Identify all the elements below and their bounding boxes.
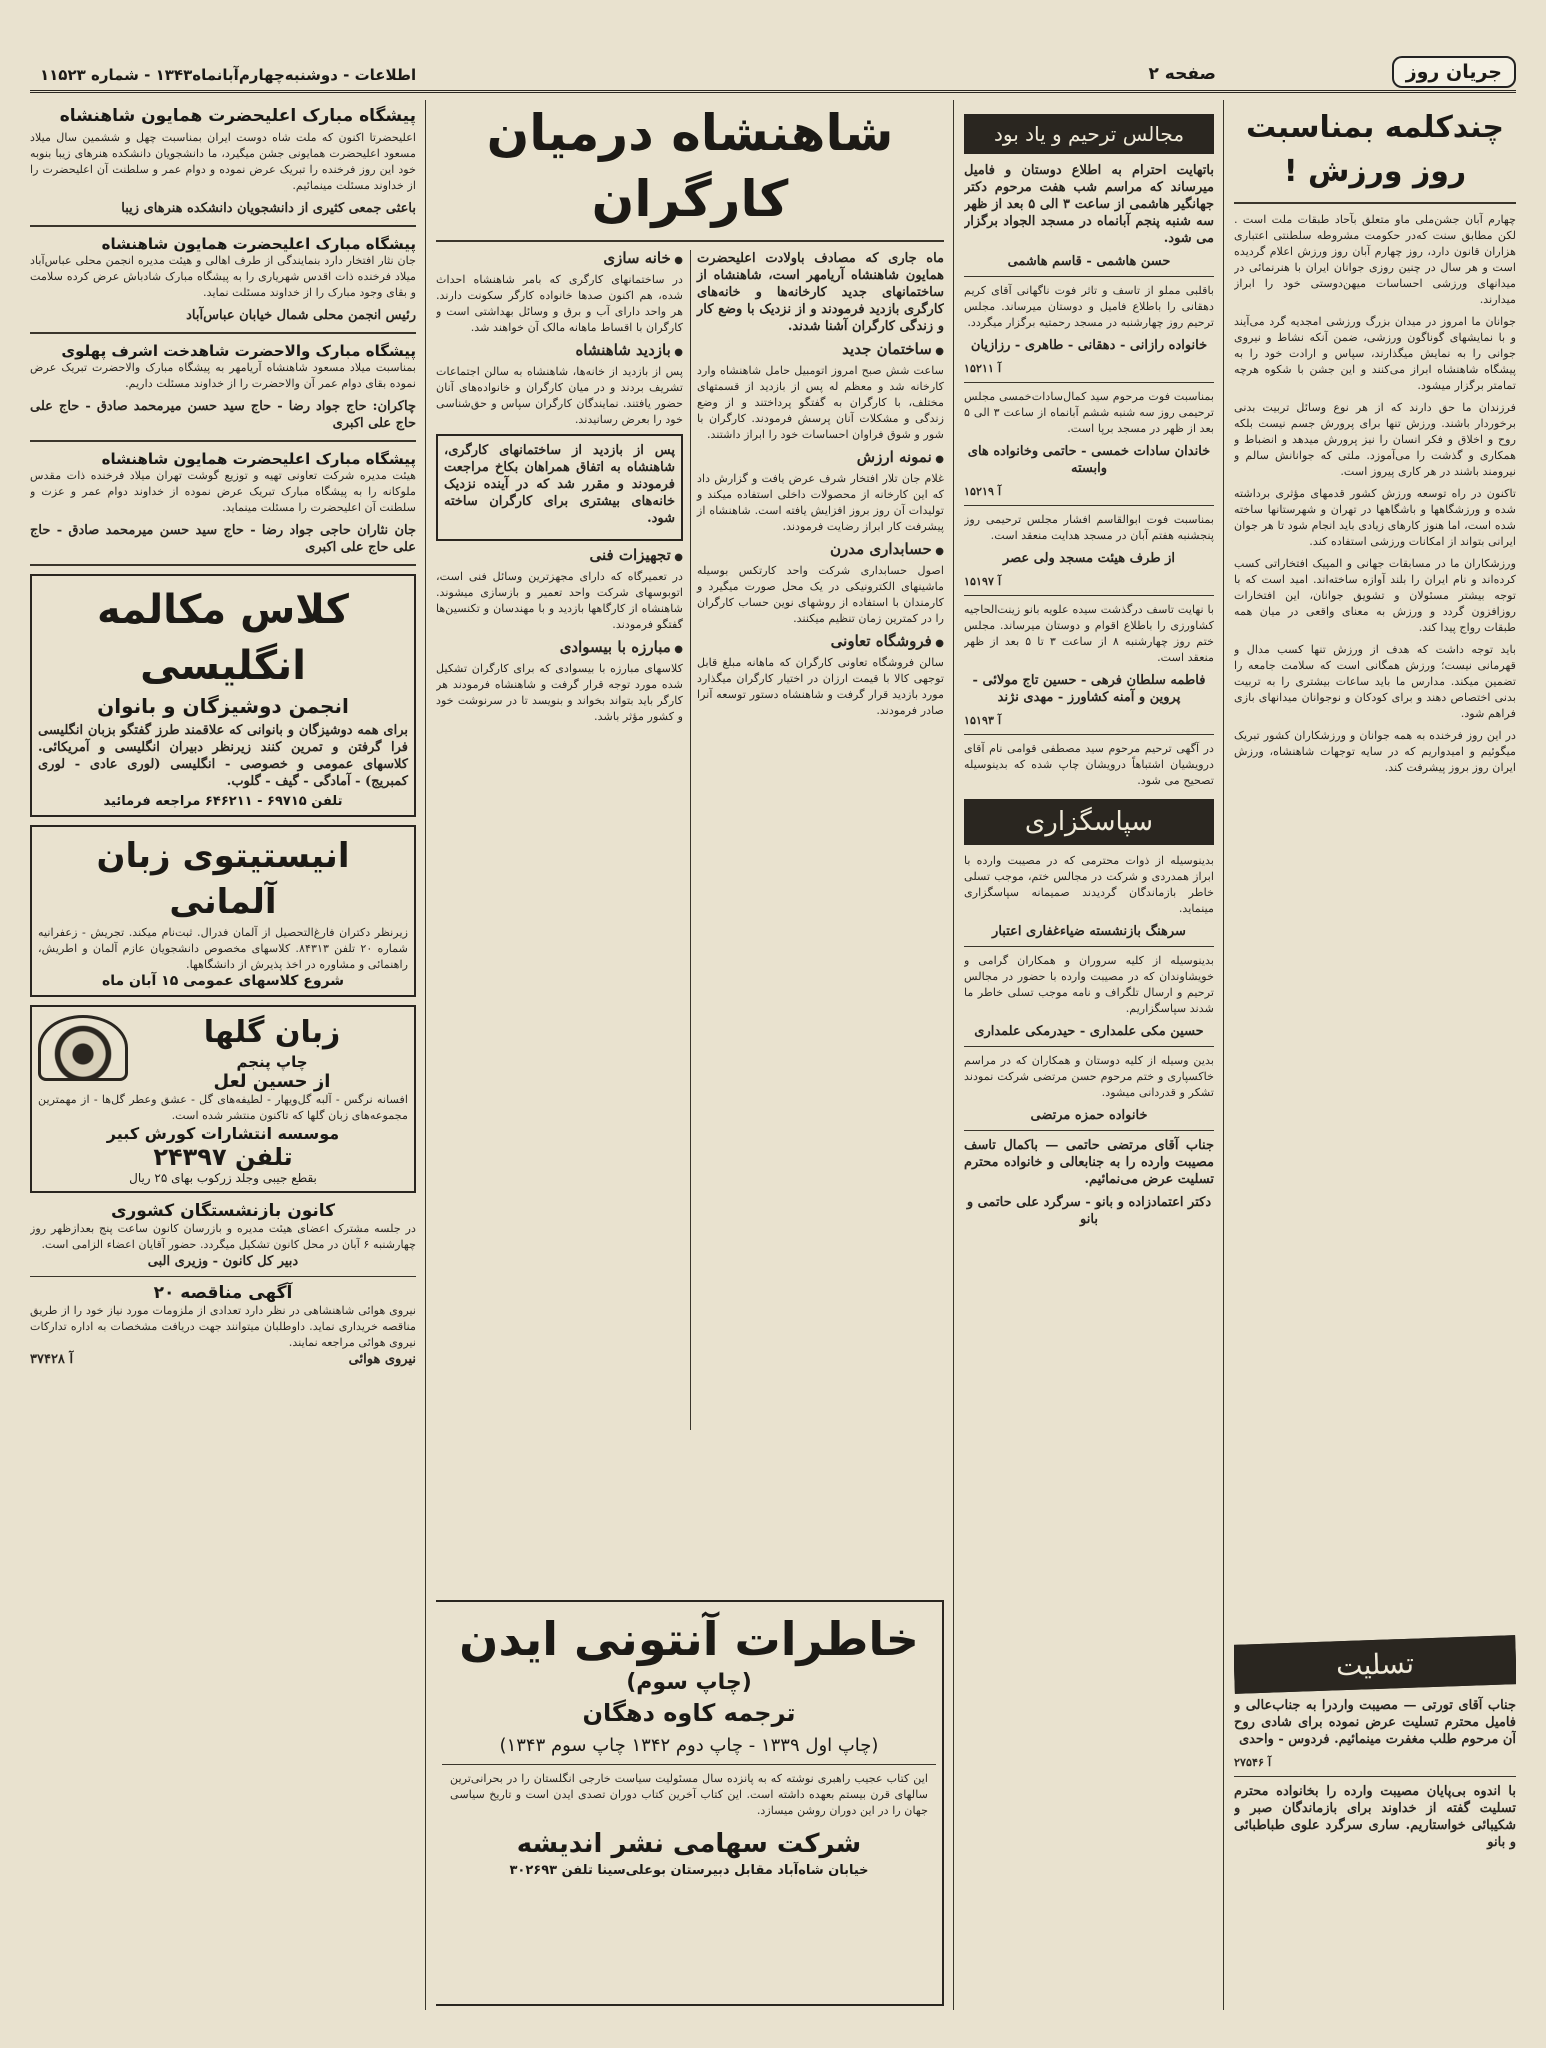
- section-heading: ● تجهیزات فنی: [436, 547, 683, 566]
- memorial-title: مجالس ترحیم و یاد بود: [964, 114, 1214, 154]
- book-sub: چاپ پنجم: [236, 1053, 308, 1071]
- class-text: برای همه دوشیزگان و بانوانی که علاقمند طرز گفتگو بزبان انگلیسی فرا گرفتن و تمرین کنند زیرنظر دبیران انگلیسی و آمریکائی. کلاسهای عمومی و خصوصی - انگلیسی (لوری عادی - لوری کمبریج) - آمادگی - گیف - گلوب.: [38, 723, 408, 789]
- english-class-ad: [30, 574, 416, 817]
- german-institute-ad: [30, 825, 416, 997]
- paper-info: اطلاعات - دوشنبه‌چهارم‌آبانماه۱۳۴۳ - شماره ۱۱۵۲۳: [40, 66, 417, 84]
- retirees-notice: [30, 1201, 416, 1270]
- notice-title: پیشگاه مبارک اعلیحضرت همایون شاهنشاه: [101, 235, 416, 253]
- institute-title: انیستیتوی زبان آلمانی: [96, 836, 350, 922]
- ads-column: [30, 100, 416, 2010]
- book-text: افسانه نرگس - آلبه گل‌ویهار - لطیفه‌های گل - عشق وعطر گل‌ها - از مهمترین مجموعه‌های زبان گلها که تاکنون منتشر شده است.: [38, 1093, 408, 1122]
- notice-text: باقلبی مملو از تاسف و تاثر فوت ناگهانی آقای کریم دهقانی را باطلاع فامیل و دوستان میرساند. مجلس ترحیم روز چهارشنبه در مسجد رحمتیه برگزار میگردد.: [964, 284, 1214, 329]
- thanks-sign: سرهنگ بازنشسته ضیاءغفاری اعتبار: [992, 924, 1186, 939]
- notice-title: پیشگاه مبارک والاحضرت شاهدخت اشرف پهلوی: [61, 342, 416, 360]
- section-heading: ● فروشگاه تعاونی: [697, 633, 944, 652]
- tender-title: آگهی مناقصه ۲۰: [153, 1283, 293, 1303]
- paragraph: جوانان ما امروز در میدان بزرگ ورزشی امجدیه گرد می‌آیند و با نمایشهای گوناگون ورزشی، ضمن آنکه نشاط و نیروی جوانی را به نمایش میگذارند، سپاس و ارادت خود را به پیشگاه شاهنشاه ابراز می‌کنند و این جشن با شکوه هرچه تمامتر برگزار میشود.: [1234, 315, 1516, 392]
- tender-text: نیروی هوائی شاهنشاهی در نظر دارد تعدادی از ملزومات مورد نیاز خود را از طریق مناقصه خریداری نماید. داوطلبان میتوانند جهت دریافت مشخصات به اداره تدارکات نیروی هوائی مراجعه نمایند.: [30, 1304, 416, 1349]
- notice-text: در آگهی ترحیم مرحوم سید مصطفی قوامی نام آقای درویشیان اشتباهاً درویشان چاپ شده که بدینوسیله تصحیح می شود.: [964, 742, 1214, 787]
- section-text: کلاسهای مبارزه با بیسوادی که برای کارگران تشکیل شده مورد توجه قرار گرفت و شاهنشاه فرمودند هر کارگر باید بتواند بخواند و بنویسد تا در سرنوشت خود و کشور مؤثر باشد.: [436, 662, 683, 723]
- notice-sign: خانواده رازانی - دهقانی - طاهری - رزازیان: [970, 338, 1208, 353]
- book-phone: تلفن ۲۴۳۹۷: [153, 1143, 293, 1171]
- class-title: کلاس مکالمه انگلیسی: [97, 587, 349, 689]
- paragraph: فرزندان ما حق دارند که از هر نوع وسائل تربیت بدنی برخوردار باشند. ورزش تنها برای پرورش جسم نیست بلکه روح و اخلاق و فکر انسان را نیز پرورش میدهد و انضباط و همکاری و گذشت را می‌آموزد. ملتی که جوانانش سالم و نیرومند باشند در هر کاری پیروز است.: [1234, 401, 1516, 478]
- thanks-text: بدینوسیله از کلیه سروران و همکاران گرامی و خویشاوندان که در مصیبت وارده با حضور در مجالس ترحیم و ارسال تلگراف و نامه موجب تسلی خاطر ما شدند سپاسگزاریم.: [964, 954, 1214, 1015]
- book-ad-eden: [436, 1600, 944, 2006]
- article-lead: ماه جاری که مصادف باولادت اعلیحضرت همایون شاهنشاه آریامهر است، شاهنشاه از ساختمانهای جدید کارخانه‌ها و خانه‌های کارگری بازدید فرمودند و از نزدیک با وضع کار و زندگی کارگران آشنا شدند.: [697, 251, 944, 334]
- thanks-text: جناب آقای مرتضی حاتمی — باکمال تاسف مصیبت وارده را به جنابعالی و خانواده محترم تسلیت عرض می‌نمائیم.: [964, 1138, 1214, 1187]
- notice-sign: رئیس انجمن محلی شمال خیابان عباس‌آباد: [186, 308, 416, 323]
- notice-text: جان نثار افتخار دارد بنمایندگی از طرف اهالی و هیئت مدیره انجمن محلی عباس‌آباد میلاد فرخنده ذات اقدس شهریاری را به پیشگاه مبارک شادباش عرض کرده سلامت و بقای وجود مبارک را از خداوند مسئلت نماید.: [30, 254, 416, 299]
- ad-code: آ ۲۷۵۴۶: [1234, 1755, 1272, 1769]
- section-text: سالن فروشگاه تعاونی کارگران که ماهانه مبلغ قابل توجهی کالا با قیمت ارزان در اختیار کارگران میگذارد مورد بازدید قرار گرفت و شاهنشاه دستور توسعه آنرا صادر فرمودند.: [697, 656, 944, 717]
- tender-sign: نیروی هوائی: [348, 1352, 416, 1367]
- section-heading: ● ساختمان جدید: [697, 341, 944, 360]
- book-author: از حسین لعل: [213, 1071, 331, 1092]
- class-sub: انجمن دوشیزگان و بانوان: [97, 694, 349, 718]
- condolence-title: تسلیت: [1234, 1635, 1516, 1694]
- editorial-body: [1234, 212, 1516, 776]
- book-price: بقطع جیبی وجلد زرکوب بهای ۲۵ ریال: [129, 1171, 317, 1185]
- notice-text: بمناسبت میلاد مسعود شاهنشاه آریامهر به پیشگاه مبارک والاحضرت تبریک عرض نموده بقای دوام عمر آن والاحضرت را از خداوند مسئلت داریم.: [30, 361, 416, 390]
- retire-text: در جلسه مشترک اعضای هیئت مدیره و بازرسان کانون ساعت پنج بعدازظهر روز چهارشنبه ۶ آبان در محل کانون تشکیل میگردد. حضور آقایان اعضاء الزامی است.: [30, 1222, 416, 1251]
- ad-editions: (چاپ اول ۱۳۳۹ - چاپ دوم ۱۳۴۲ چاپ سوم ۱۳۴۳): [499, 1735, 879, 1756]
- article-box: [436, 434, 683, 541]
- condolence-block: [1234, 1640, 1516, 1857]
- column-rule: [953, 100, 954, 2010]
- section-heading: ● بازدید شاهنشاه: [436, 342, 683, 361]
- paragraph: تاکنون در راه توسعه ورزش کشور قدمهای مؤثری برداشته شده و ورزشگاهها و باشگاهها در تهران و شهرستانها ساخته شده است، اما هنوز کارهای زیادی باید انجام شود تا هر جوان ایرانی بتواند از امکانات ورزشی استفاده کند.: [1234, 487, 1516, 548]
- thanks-sign: خانواده حمزه مرتضی: [1030, 1108, 1148, 1123]
- notice-text: بمناسبت فوت ابوالقاسم افشار مجلس ترحیمی روز پنجشنبه هفتم آبان در مسجد هدایت منعقد است.: [964, 513, 1214, 542]
- editorial-column: [1234, 100, 1516, 2010]
- section-heading: ● حسابداری مدرن: [697, 541, 944, 560]
- thanks-sign: حسین مکی علمداری - حیدرمکی علمداری: [974, 1024, 1204, 1039]
- paragraph: باید توجه داشت که هدف از ورزش تنها کسب مدال و قهرمانی نیست؛ ورزش همگانی است که سلامت جامعه را تضمین میکند. مدارس ما باید ساعات بیشتری را به تربیت بدنی اختصاص دهند و برای کودکان و نوجوانان میدانهای بازی فراهم شود.: [1234, 643, 1516, 720]
- section-text: در ساختمانهای کارگری که بامر شاهنشاه احداث شده، هم اکنون صدها خانواده کارگر سکونت دارند. هر واحد دارای آب و برق و وسائل بهداشتی است و کارگران با اقساط ماهانه مالک آن خواهند شد.: [436, 273, 683, 334]
- condolence-paragraph: جناب آقای تورتی — مصیبت واردرا به جناب‌عالی و فامیل محترم تسلیت عرض نموده برای شادی روح آن مرحوم طلب مغفرت مینمائیم. فردوس - واحدی: [1234, 1698, 1516, 1747]
- thanks-title: سپاسگزاری: [964, 799, 1214, 845]
- editorial-title: چندکلمه بمناسبت روز ورزش !: [1245, 110, 1505, 189]
- section-text: غلام جان تلار افتخار شرف عرض یافت و گزارش داد که این کارخانه از محصولات داخلی استفاده میکند و تولیدات آن روز بروز افزایش یافته است. شاهنشاه از پیشرفت کار ابراز رضایت فرمودند.: [697, 472, 944, 533]
- notice-sign: چاکران: حاج جواد رضا - حاج سید حسن میرمحمد صادق - حاج علی حاج علی اکبری: [30, 399, 416, 431]
- paragraph: چهارم آبان جشن‌ملی ماو متعلق بآحاد طبقات ملت است . لکن مطابق سنت که‌در حکومت مشروطه سلطنتی اعتباری هزاران قانون دارد، روز چهارم آبان روز ورزش اعلام گردیده است و هر سال در چنین روزی جوانان ایران با هنرنمائی در میدانهای ورزشی احساسات میهن‌دوستی خود را ابراز میدارند.: [1234, 213, 1516, 306]
- thanks-sign: دکتر اعتمادزاده و بانو - سرگرد علی حاتمی و بانو: [966, 1195, 1212, 1227]
- royal-text: اعلیحضرتا اکنون که ملت شاه دوست ایران بمناسبت چهل و ششمین سال میلاد مسعود اعلیحضرت همایونی جشن میگیرد، ما دانشجویان دانشکده هنرهای زیبا بنوبه خود این روز فرخنده را تبریک عرض نموده و دوام عمر و سلطنت آن اعلیحضرت را از خداوند مسئلت مینمائیم.: [30, 131, 416, 192]
- notice-title: پیشگاه مبارک اعلیحضرت همایون شاهنشاه: [101, 450, 416, 468]
- ad-code: آ ۱۵۲۱۹: [964, 484, 1002, 498]
- royal-title: پیشگاه مبارک اعلیحضرت همایون شاهنشاه: [59, 106, 416, 126]
- notice-sign: فاطمه سلطان فرهی - حسین تاج مولائی - پروین و آمنه کشاورز - مهدی نژند: [972, 673, 1206, 705]
- box-text: پس از بازدید از ساختمانهای کارگری، شاهنشاه به اتفاق همراهان بکاخ مراجعت فرمودند و مقرر شد که در آینده نزدیک خانه‌های بیشتری برای کارگران ساخته شود.: [444, 443, 675, 526]
- paragraph: ورزشکاران ما در مسابقات جهانی و المپیک افتخاراتی کسب کرده‌اند و نام ایران را بلند آوازه ساخته‌اند. امید است که با توجه بیشتر مسئولان و تشویق جوانان، این افتخارات روزافزون گردد و ورزش به معنای واقعی در میان همه طبقات رواج پیدا کند.: [1234, 557, 1516, 634]
- condolence-paragraph: با اندوه بی‌پایان مصیبت وارده را بخانواده محترم تسلیت گفته از خداوند برای بازماندگان صبر و شکیبائی خواستاریم. ساری سرگرد علوی طباطبائی و بانو: [1234, 1784, 1516, 1850]
- paragraph: در این روز فرخنده به همه جوانان و ورزشکاران کشور تبریک میگوئیم و امیدواریم که در سایه توجهات شاهنشاه، ورزش ایران روز بروز پیشرفت کند.: [1234, 729, 1516, 774]
- section-text: ساعت شش صبح امروز اتومبیل حامل شاهنشاه وارد کارخانه شد و معظم له پس از بازدید از قسمتهای مختلف، با کارگران به گفتگو پرداختند و از وضع زندگی و مشکلات آنان پرسش فرمودند. کارگران با شور و شوق فراوان احساسات خود را ابراز داشتند.: [697, 364, 944, 441]
- thanks-text: بدینوسیله از ذوات محترمی که در مصیبت وارده با ابراز همدردی و شرکت در مجالس ختم، موجب تسلی خاطر بازماندگان گردیدند صمیمانه سپاسگزاری مینماید.: [964, 854, 1214, 915]
- page-header: [30, 60, 1516, 93]
- notices-column: [964, 100, 1214, 2010]
- tender-notice: [30, 1283, 416, 1368]
- notice-sign: از طرف هیئت مسجد ولی عصر: [1002, 551, 1176, 566]
- page-label: صفحه ۲: [1148, 64, 1216, 84]
- column-rule: [425, 100, 426, 2010]
- ad-code: آ ۱۵۱۹۷: [964, 574, 1002, 588]
- section-text: پس از بازدید از خانه‌ها، شاهنشاه به سالن اجتماعات تشریف بردند و در میان کارگران و خانواده‌های آنان حضور یافتند. نمایندگان کارگران سپاس و حق‌شناسی خود را بعرض رسانیدند.: [436, 365, 683, 426]
- notice-text: با نهایت تاسف درگذشت سیده علویه بانو زینت‌الحاجیه کشاورزی را باطلاع اقوام و دوستان میرساند. مجلس ختم روز چهارشنبه ۸ از ساعت ۳ تا ۵ بعد از ظهر منعقد است.: [964, 603, 1214, 664]
- book-publisher: موسسه انتشارات کورش کبیر: [106, 1124, 340, 1143]
- section-heading: ● خانه سازی: [436, 250, 683, 269]
- main-headline: شاهنشاه درمیان کارگران: [486, 104, 894, 228]
- retire-title: کانون بازنشستگان کشوری: [110, 1201, 336, 1221]
- section-text: در تعمیرگاه که دارای مجهزترین وسائل فنی است، اتوبوسهای شرکت واحد تعمیر و بازسازی میشوند. شاهنشاه از کارگاهها بازدید و با مهندسان و تکنسین‌ها گفتگو فرمودند.: [436, 570, 683, 631]
- book-title: زبان گلها: [203, 1015, 341, 1050]
- ad-text: این کتاب عجیب راهبری نوشته که به پانزده سال مسئولیت سیاست خارجی انگلستان را در بحرانی‌ترین سالهای قرن بیستم بعهده داشته است. این کتاب آخرین کتاب دوران تصدی ایدن است و تاریخ سیاسی جهان را در این دوران روشن میسازد.: [450, 1772, 928, 1817]
- ad-address: خیابان شاه‌آباد مقابل دبیرستان بوعلی‌سینا تلفن ۳۰۲۶۹۳: [509, 1863, 869, 1878]
- main-article: [436, 250, 944, 1430]
- ad-code: آ ۳۷۴۲۸: [30, 1352, 74, 1367]
- notice-sign: خاندان سادات خمسی - حاتمی وخانواده های وابسته: [967, 444, 1211, 476]
- section-text: اصول حسابداری شرکت واحد کارتکس بوسیله ماشینهای الکترونیکی در یک محل صورت میگیرد و کارمندان با استفاده از روشهای نوین حساب کارگران را در کمترین زمان تنظیم میکنند.: [697, 564, 944, 625]
- lion-sun-emblem: [38, 1015, 128, 1081]
- thanks-text: بدین وسیله از کلیه دوستان و همکاران که در مراسم خاکسپاری و ختم مرحوم حسن مرتضی شرکت نمودند تشکر و قدردانی میشود.: [964, 1054, 1214, 1099]
- institute-text: زیرنظر دکتران فارغ‌التحصیل از آلمان فدرال. ثبت‌نام میکند. تجریش - زعفرانیه شماره ۲۰ تلفن ۸۴۳۱۳. کلاسهای مخصوص دانشجویان عازم آلمان و اطریش، راهنمائی و مشاوره در اخذ پذیرش از دانشگاهها.: [38, 926, 408, 971]
- newspaper-page: [30, 48, 1516, 2023]
- notice-text: باتهایت احترام به اطلاع دوستان و فامیل میرساند که مراسم شب هفت مرحوم دکتر جهانگیر هاشمی از ساعت ۳ الی ۵ بعد از ظهر سه شنبه پنجم آبانماه در مسجد الجواد برگزار می شود.: [964, 163, 1214, 246]
- ad-code: آ ۱۵۲۱۱: [964, 361, 1002, 375]
- notice-text: بمناسبت فوت مرحوم سید کمال‌سادات‌خمسی مجلس ترحیمی روز سه شنبه ششم آبانماه از ساعت ۳ الی ۵ بعد از ظهر در مسجد برپا است.: [964, 390, 1214, 435]
- column-rule: [1223, 100, 1224, 2010]
- section-tag: جریان روز: [1392, 56, 1516, 88]
- royal-sign: باعثی جمعی کثیری از دانشجویان دانشکده هنرهای زیبا: [121, 201, 416, 216]
- section-heading: ● نمونه ارزش: [697, 449, 944, 468]
- ad-code: آ ۱۵۱۹۳: [964, 713, 1002, 727]
- flowers-book-ad: [30, 1005, 416, 1193]
- main-news-column: [436, 100, 944, 2010]
- notice-text: هیئت مدیره شرکت تعاونی تهیه و توزیع گوشت تهران میلاد فرخنده ذات مقدس ملوکانه را به پیشگاه مبارک تبریک عرض نموده از خداوند دوام عمر و عزت و سلطنت آن اعلیحضرت را مسئلت مینماید.: [30, 469, 416, 514]
- ad-subtitle: (چاپ سوم): [626, 1670, 752, 1695]
- ad-publisher: شرکت سهامی نشر اندیشه: [516, 1829, 862, 1859]
- ad-translator: ترجمه کاوه دهگان: [582, 1699, 796, 1727]
- retire-sign: دبیر کل کانون - وزیری البی: [147, 1254, 299, 1269]
- ad-title: خاطرات آنتونی ایدن: [459, 1612, 919, 1666]
- section-heading: ● مبارزه با بیسوادی: [436, 639, 683, 658]
- class-contact: تلفن ۶۹۷۱۵ - ۶۴۶۲۱۱ مراجعه فرمائید: [103, 794, 343, 809]
- notice-sign: حسن هاشمی - قاسم هاشمی: [1007, 254, 1171, 269]
- notice-sign: جان نثاران حاجی جواد رضا - حاج سید حسن میرمحمد صادق - حاج علی حاج علی اکبری: [30, 523, 416, 555]
- institute-start: شروع کلاسهای عمومی ۱۵ آبان ماه: [101, 973, 345, 989]
